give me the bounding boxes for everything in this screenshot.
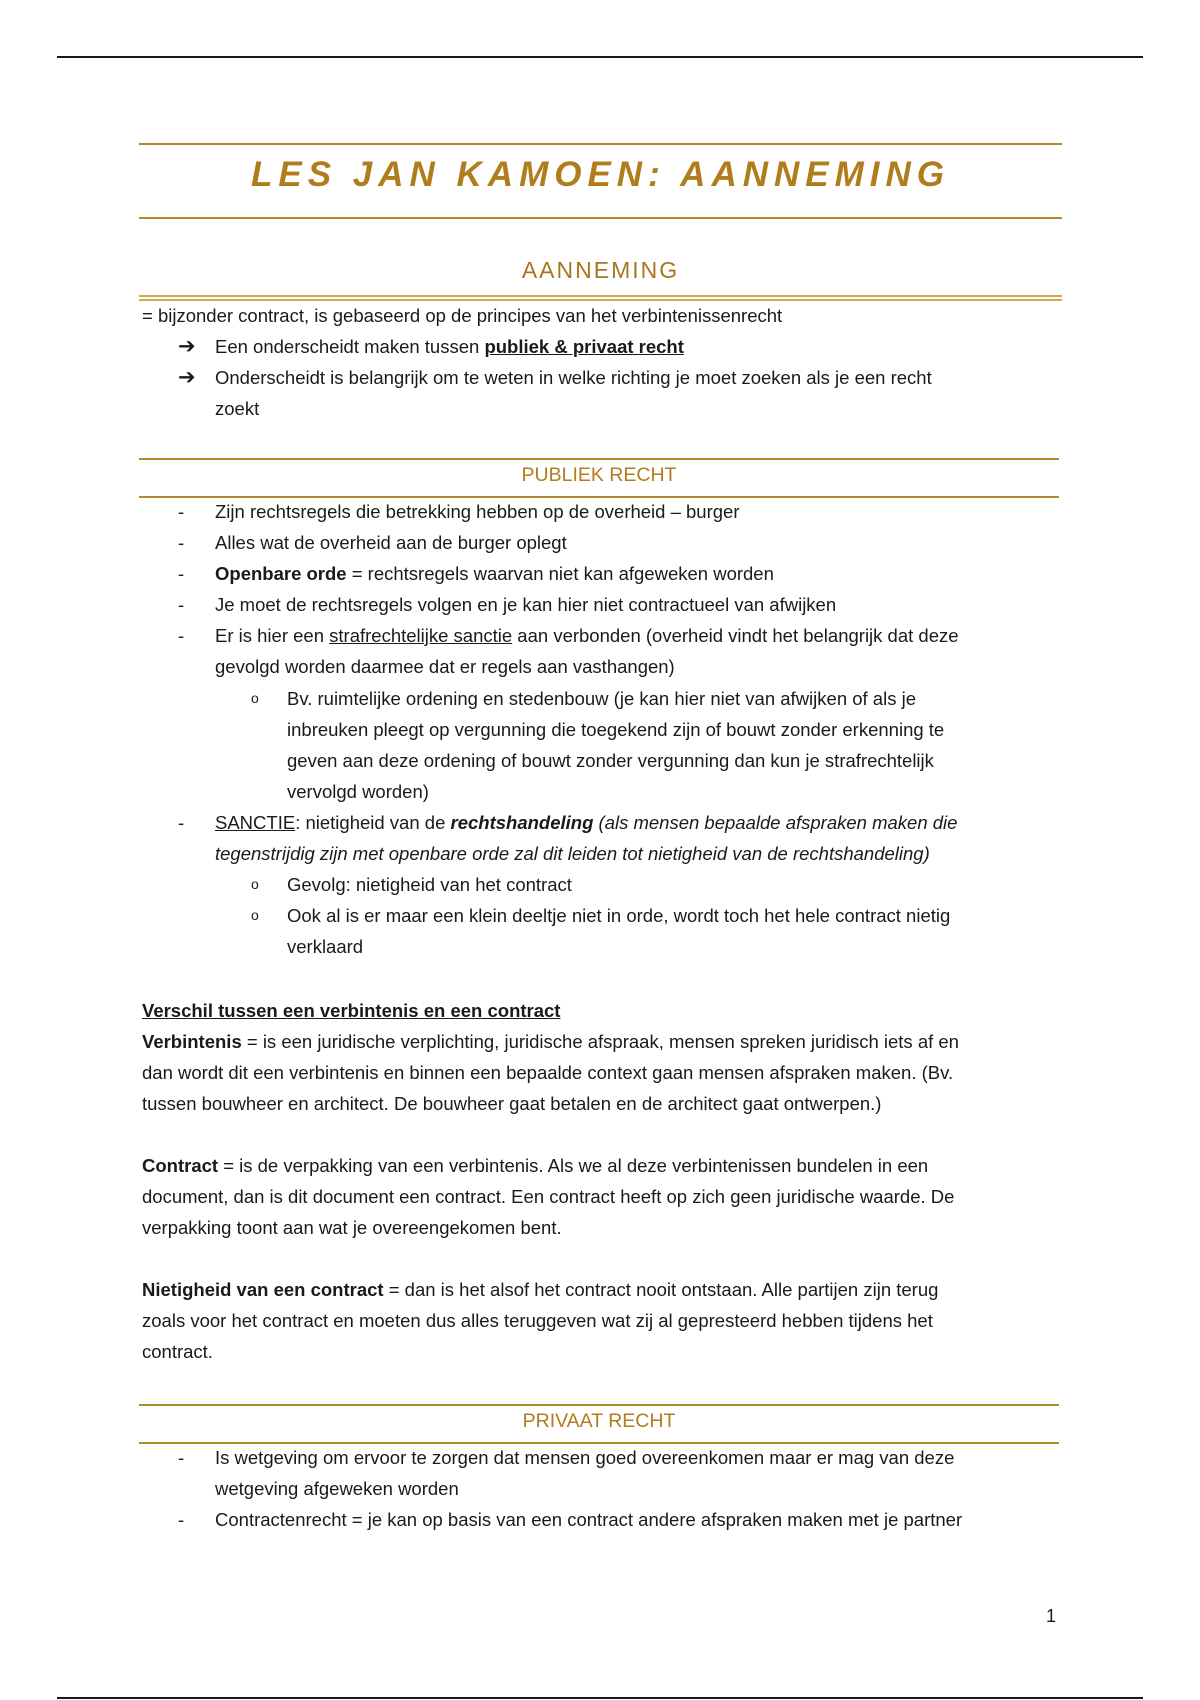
dash-bullet: -: [178, 532, 185, 553]
publiek-sub-1-line3: geven aan deze ordening of bouwt zonder vergunning dan kun je strafrechtelijk: [287, 750, 934, 771]
dash-bullet: -: [178, 1447, 185, 1468]
privaat-bullet-2: Contractenrecht = je kan op basis van een contract andere afspraken maken met je partner: [215, 1509, 963, 1530]
publiek-bullet-3: Openbare orde = rechtsregels waarvan niet kan afgeweken worden: [215, 563, 774, 584]
publiek-bullet-5: Er is hier een strafrechtelijke sanctie aan verbonden (overheid vindt het belangrijk dat deze: [215, 625, 959, 646]
publiek-bullet-2: Alles wat de overheid aan de burger oplegt: [215, 532, 567, 553]
nietigheid-line2: zoals voor het contract en moeten dus alles teruggeven wat zij al gepresteerd hebben tijdens het: [142, 1310, 933, 1331]
heading-privaat-recht: PRIVAAT RECHT: [522, 1410, 676, 1432]
dash-bullet: -: [178, 625, 185, 646]
publiek-bullet-6-line2: tegenstrijdig zijn met openbare orde zal dit leiden tot nietigheid van de rechtshandeling): [215, 843, 930, 864]
header-rule: [57, 56, 1143, 58]
nietigheid-line3: contract.: [142, 1341, 213, 1362]
publiek-sub-1-line4: vervolgd worden): [287, 781, 429, 802]
publiek-bullet-5-line2: gevolgd worden daarmee dat er regels aan vasthangen): [215, 656, 675, 677]
circle-bullet-icon: o: [251, 907, 259, 923]
publiek-sub-3-line1: Ook al is er maar een klein deeltje niet in orde, wordt toch het hele contract nietig: [287, 905, 951, 926]
publiek-bullet-6: SANCTIE: nietigheid van de rechtshandeling (als mensen bepaalde afspraken maken die: [215, 812, 958, 833]
page-number: 1: [1045, 1606, 1056, 1626]
verbintenis-line3: tussen bouwheer en architect. De bouwheer gaat betalen en de architect gaat ontwerpen.): [142, 1093, 882, 1114]
privaat-bullet-1-line1: Is wetgeving om ervoor te zorgen dat mensen goed overeenkomen maar er mag van deze: [215, 1447, 955, 1468]
heading-privaat-box: [139, 1404, 1059, 1444]
heading-publiek-box: [139, 458, 1059, 498]
arrow-bullet-icon: ➔: [178, 366, 196, 389]
contract-line3: verpakking toont aan wat je overeengekomen bent.: [142, 1217, 562, 1238]
publiek-bullet-1: Zijn rechtsregels die betrekking hebben op de overheid – burger: [215, 501, 740, 522]
verbintenis-line2: dan wordt dit een verbintenis en binnen een bepaalde context gaan mensen afspraken maken. (Bv.: [142, 1062, 954, 1083]
aanneming-arrow-1: Een onderscheidt maken tussen publiek & privaat recht: [215, 336, 684, 357]
verschil-heading: Verschil tussen een verbintenis en een contract: [142, 1000, 561, 1021]
publiek-sub-3-line2: verklaard: [287, 936, 364, 957]
privaat-bullet-1-line2: wetgeving afgeweken worden: [215, 1478, 459, 1499]
nietigheid-line1: Nietigheid van een contract = dan is het alsof het contract nooit ontstaan. Alle partijen zijn terug: [142, 1279, 939, 1300]
contract-line1: Contract = is de verpakking van een verbintenis. Als we al deze verbintenissen bundelen in een: [142, 1155, 929, 1176]
publiek-sub-1-line1: Bv. ruimtelijke ordening en stedenbouw (je kan hier niet van afwijken of als je: [287, 688, 916, 709]
publiek-sub-2: Gevolg: nietigheid van het contract: [287, 874, 572, 895]
arrow-bullet-icon: ➔: [178, 335, 196, 358]
heading-publiek-recht: PUBLIEK RECHT: [521, 464, 677, 486]
publiek-privaat-link-text: publiek & privaat recht: [484, 336, 684, 357]
dash-bullet: -: [178, 563, 185, 584]
footer-rule: [57, 1697, 1143, 1699]
heading-aanneming: AANNEMING: [521, 257, 680, 283]
title-box: [139, 143, 1062, 219]
circle-bullet-icon: o: [251, 690, 259, 706]
publiek-bullet-4: Je moet de rechtsregels volgen en je kan hier niet contractueel van afwijken: [215, 594, 837, 615]
dash-bullet: -: [178, 812, 185, 833]
publiek-sub-1-line2: inbreuken pleegt op vergunning die toegekend zijn of bouwt zonder erkenning te: [287, 719, 945, 740]
aanneming-arrow-2-line2: zoekt: [215, 398, 260, 419]
circle-bullet-icon: o: [251, 876, 259, 892]
dash-bullet: -: [178, 594, 185, 615]
dash-bullet: -: [178, 1509, 185, 1530]
contract-line2: document, dan is dit document een contract. Een contract heeft op zich geen juridische waarde. De: [142, 1186, 955, 1207]
verbintenis-line1: Verbintenis = is een juridische verplichting, juridische afspraak, mensen spreken juridisch iets af en: [142, 1031, 959, 1052]
dash-bullet: -: [178, 501, 185, 522]
aanneming-arrow-2-line1: Onderscheidt is belangrijk om te weten in welke richting je moet zoeken als je een recht: [215, 367, 932, 388]
document-title: LES JAN KAMOEN: AANNEMING: [251, 155, 950, 194]
aanneming-intro: = bijzonder contract, is gebaseerd op de principes van het verbintenissenrecht: [142, 305, 783, 326]
